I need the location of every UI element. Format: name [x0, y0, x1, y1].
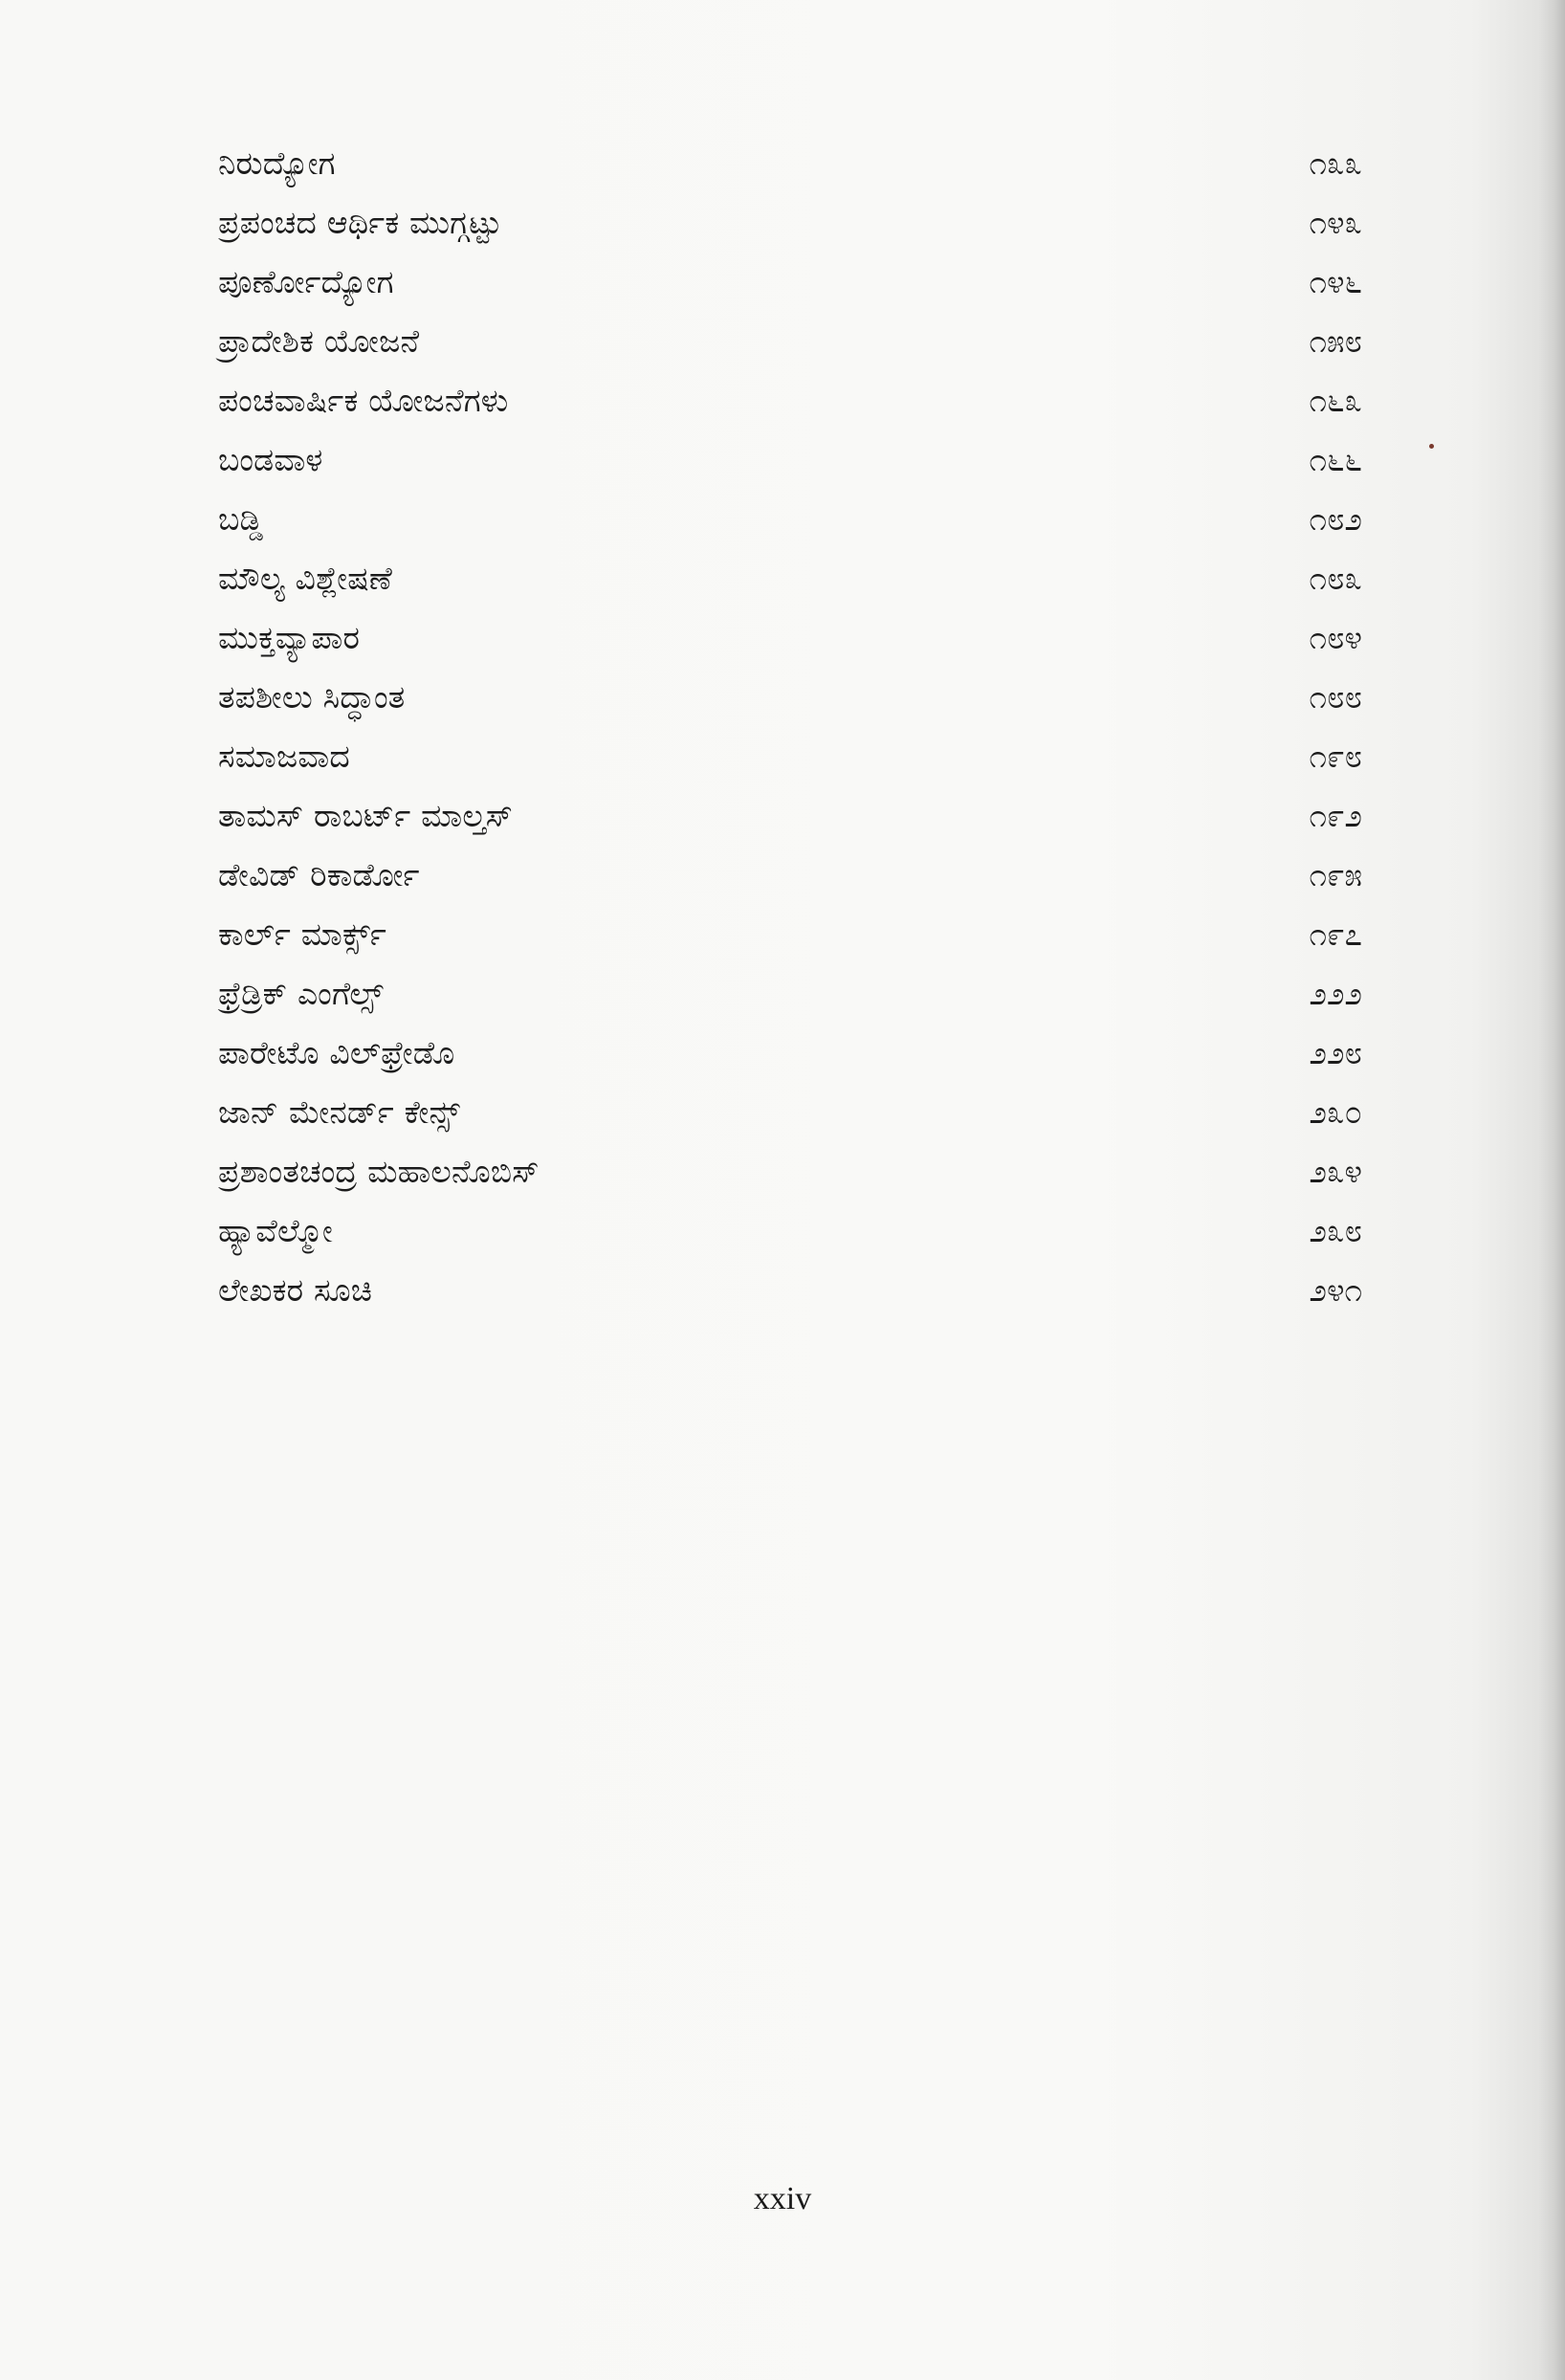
toc-entry-page: ೧೮೪ — [1309, 619, 1362, 656]
toc-entry-title: ಮೌಲ್ಯ ವಿಶ್ಲೇಷಣೆ — [218, 560, 393, 597]
toc-entry-page: ೧೪೩ — [1309, 204, 1362, 241]
toc-entry — [218, 1261, 1362, 1320]
page-number: xxiv — [753, 2181, 812, 2216]
toc-entry — [218, 786, 1362, 846]
toc-entry-title: ಪಂಚವಾರ್ಷಿಕ ಯೋಜನೆಗಳು — [218, 382, 509, 419]
toc-entry-title: ಡೇವಿಡ್ ರಿಕಾರ್ಡೋ — [218, 856, 420, 893]
toc-entry-title: ಬಡ್ಡಿ — [218, 500, 264, 538]
toc-entry-title: ಪಾರೇಟೊ ವಿಲ್‌ಫ್ರೇಡೊ — [218, 1034, 455, 1071]
toc-entry-title: ಬಂಡವಾಳ — [218, 441, 323, 478]
toc-entry-title: ಹ್ಯಾವೆಲ್ಮೋ — [218, 1212, 333, 1249]
toc-entry-title: ಸಮಾಜವಾದ — [218, 738, 350, 775]
toc-entry — [218, 371, 1362, 430]
toc-entry — [218, 490, 1362, 549]
toc-entry-page: ೨೩೮ — [1309, 1212, 1362, 1249]
toc-entry-title: ಜಾನ್ ಮೇನರ್ಡ್ ಕೇನ್ಸ್ — [218, 1093, 460, 1131]
page-edge-shadow — [1538, 0, 1565, 2380]
toc-entry — [218, 846, 1362, 905]
table-of-contents — [218, 134, 1362, 1320]
toc-entry — [218, 253, 1362, 312]
toc-entry-page: ೧೯೨ — [1309, 797, 1362, 834]
toc-entry-page: ೨೩೪ — [1309, 1153, 1362, 1190]
toc-entry — [218, 905, 1362, 964]
toc-entry-page: ೧೫೮ — [1309, 322, 1362, 360]
toc-entry — [218, 134, 1362, 193]
toc-entry — [218, 608, 1362, 668]
toc-entry-page: ೧೬೬ — [1309, 441, 1362, 478]
toc-entry-page: ೧೯೫ — [1309, 856, 1362, 893]
toc-entry-title: ಪ್ರಾದೇಶಿಕ ಯೋಜನೆ — [218, 322, 420, 360]
toc-entry-page: ೧೯೮ — [1309, 738, 1362, 775]
toc-entry — [218, 1142, 1362, 1201]
toc-entry-title: ಪ್ರಪಂಚದ ಆರ್ಥಿಕ ಮುಗ್ಗಟ್ಟು — [218, 204, 502, 241]
toc-entry — [218, 964, 1362, 1024]
toc-entry-title: ಫ್ರೆಡ್ರಿಕ್ ಎಂಗೆಲ್ಸ್ — [218, 975, 384, 1012]
toc-entry — [218, 430, 1362, 490]
toc-entry — [218, 727, 1362, 786]
toc-entry — [218, 1024, 1362, 1083]
toc-entry-page: ೧೮೮ — [1309, 678, 1362, 716]
toc-entry-page: ೨೩೦ — [1309, 1093, 1362, 1131]
ink-speck — [1429, 444, 1434, 449]
toc-entry — [218, 668, 1362, 727]
toc-entry — [218, 549, 1362, 608]
toc-entry-page: ೧೯೭ — [1309, 915, 1362, 953]
toc-entry — [218, 1083, 1362, 1142]
toc-entry-page: ೧೮೨ — [1309, 500, 1362, 538]
toc-entry — [218, 312, 1362, 371]
toc-entry — [218, 1201, 1362, 1261]
toc-entry-title: ತಪಶೀಲು ಸಿದ್ಧಾಂತ — [218, 678, 406, 716]
toc-entry-page: ೧೪೬ — [1309, 263, 1362, 300]
toc-entry-title: ಲೇಖಕರ ಸೂಚಿ — [218, 1271, 373, 1309]
toc-entry-page: ೨೨೮ — [1309, 1034, 1362, 1071]
toc-entry-title: ಕಾರ್ಲ್ ಮಾರ್ಕ್ಸ್ — [218, 915, 386, 953]
toc-entry — [218, 193, 1362, 253]
toc-entry-page: ೨೨೨ — [1309, 975, 1362, 1012]
toc-entry-page: ೧೮೩ — [1309, 560, 1362, 597]
toc-entry-title: ತಾಮಸ್ ರಾಬರ್ಟ್ ಮಾಲ್ತಸ್ — [218, 797, 514, 834]
toc-entry-page: ೨೪೧ — [1309, 1271, 1362, 1309]
toc-entry-title: ನಿರುದ್ಯೋಗ — [218, 144, 336, 182]
toc-entry-page: ೧೬೩ — [1309, 382, 1362, 419]
toc-entry-title: ಪೂರ್ಣೋದ್ಯೋಗ — [218, 263, 394, 300]
toc-entry-title: ಮುಕ್ತವ್ಯಾಪಾರ — [218, 619, 361, 656]
toc-entry-title: ಪ್ರಶಾಂತಚಂದ್ರ ಮಹಾಲನೊಬಿಸ್ — [218, 1153, 540, 1190]
toc-entry-page: ೧೩೩ — [1309, 144, 1362, 182]
